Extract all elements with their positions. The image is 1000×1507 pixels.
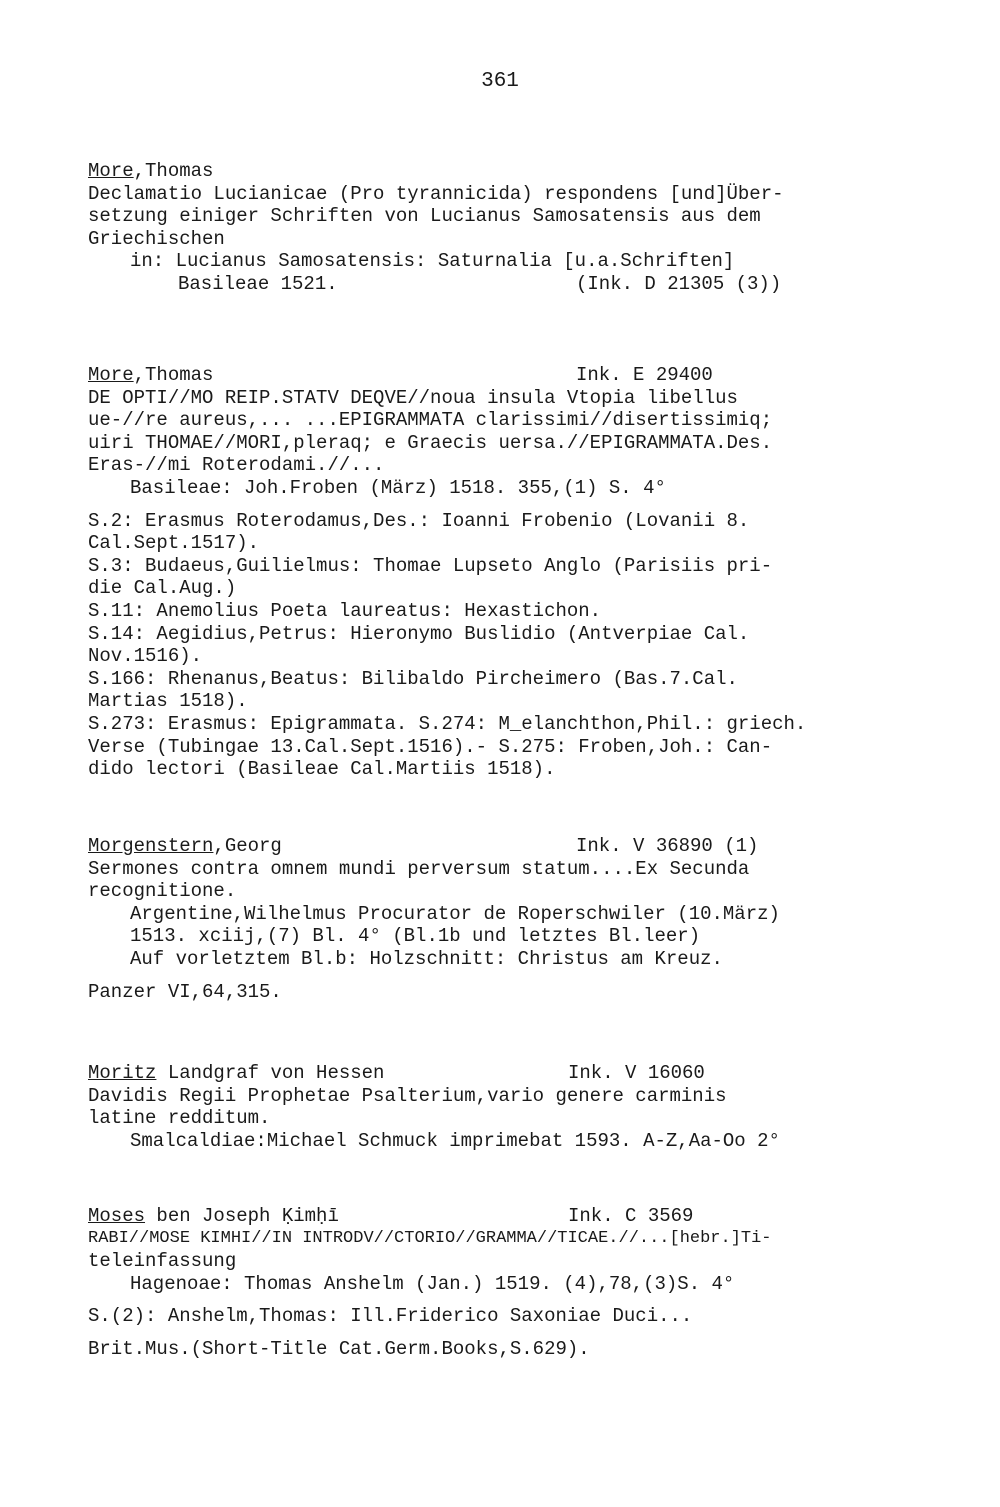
catalog-entry — [88, 1205, 858, 1361]
note-line: Cal.Sept.1517). — [88, 532, 260, 555]
author-forename: ,Georg — [213, 835, 282, 857]
note-line: S.(2): Anshelm,Thomas: Ill.Friderico Saxoniae Duci... — [88, 1305, 693, 1328]
imprint: Basileae: Joh.Froben (März) 1518. 355,(1) S. 4° — [130, 476, 666, 499]
entry-author — [88, 1062, 858, 1085]
title-line: Griechischen — [88, 227, 225, 250]
author-forename: ,Thomas — [133, 160, 214, 182]
author-forename: ben Joseph Ḳimḥī — [145, 1205, 339, 1227]
title-line: RABI//MOSE KIMHI//IN INTRODV//CTORIO//GRAMMA//TICAE.//...[hebr.]Ti- — [88, 1228, 772, 1248]
shelfmark: Ink. V 36890 (1) — [576, 835, 759, 857]
note-line: S.166: Rhenanus,Beatus: Bilibaldo Pircheimero (Bas.7.Cal. — [88, 667, 738, 690]
title-line: Davidis Regii Prophetae Psalterium,vario genere carminis — [88, 1084, 727, 1107]
note-line: dido lectori (Basileae Cal.Martiis 1518). — [88, 758, 556, 781]
shelfmark: (Ink. D 21305 (3)) — [576, 273, 782, 295]
title-line: DE OPTI//MO REIP.STATV DEQVE//noua insula Vtopia libellus — [88, 386, 738, 409]
author-surname: Moses — [88, 1205, 146, 1227]
imprint: Hagenoae: Thomas Anshelm (Jan.) 1519. (4),78,(3)S. 4° — [130, 1272, 735, 1295]
entry-author — [88, 160, 858, 183]
literature-reference: Panzer VI,64,315. — [88, 980, 282, 1003]
author-forename: ,Thomas — [133, 364, 214, 386]
imprint: Basileae 1521. — [178, 272, 338, 295]
title-line: Sermones contra omnem mundi perversum statum....Ex Secunda — [88, 857, 750, 880]
note-line: Martias 1518). — [88, 690, 248, 713]
entry-author — [88, 364, 858, 387]
title-line: Declamatio Lucianicae (Pro tyrannicida) respondens [und]Über- — [88, 182, 784, 205]
note-line: S.11: Anemolius Poeta laureatus: Hexastichon. — [88, 599, 602, 622]
title-line: recognitione. — [88, 880, 237, 903]
shelfmark: Ink. C 3569 — [568, 1205, 694, 1227]
catalog-entry — [88, 160, 858, 296]
title-line: Eras-//mi Roterodami.//... — [88, 454, 385, 477]
note-line: S.273: Erasmus: Epigrammata. S.274: M_elanchthon,Phil.: griech. — [88, 712, 807, 735]
imprint: Smalcaldiae:Michael Schmuck imprimebat 1593. A-Z,Aa-Oo 2° — [130, 1129, 780, 1152]
catalog-entry — [88, 1062, 858, 1152]
author-surname: Moritz — [88, 1062, 157, 1084]
note-line: die Cal.Aug.) — [88, 577, 237, 600]
imprint: Auf vorletztem Bl.b: Holzschnitt: Christus am Kreuz. — [130, 947, 723, 970]
imprint: 1513. xciij,(7) Bl. 4° (Bl.1b und letztes Bl.leer) — [130, 925, 701, 948]
shelfmark: Ink. V 16060 — [568, 1062, 705, 1084]
entry-author — [88, 1205, 858, 1228]
note-line: Verse (Tubingae 13.Cal.Sept.1516).- S.275: Froben,Joh.: Can- — [88, 735, 773, 758]
author-surname: More — [88, 364, 134, 386]
catalog-entry — [88, 364, 858, 781]
page-number: 361 — [481, 70, 519, 93]
author-forename: Landgraf von Hessen — [156, 1062, 385, 1084]
title-line: uiri THOMAE//MORI,pleraq; e Graecis uersa.//EPIGRAMMATA.Des. — [88, 431, 773, 454]
note-line: Nov.1516). — [88, 645, 203, 668]
imprint: Argentine,Wilhelmus Procurator de Roperschwiler (10.März) — [130, 902, 780, 925]
in-reference: in: Lucianus Samosatensis: Saturnalia [u.a.Schriften] — [130, 250, 735, 273]
shelfmark: Ink. E 29400 — [576, 364, 713, 386]
author-surname: More — [88, 160, 134, 182]
title-line: teleinfassung — [88, 1250, 237, 1273]
title-line: setzung einiger Schriften von Lucianus Samosatensis aus dem — [88, 205, 761, 228]
title-line: ue-//re aureus,... ...EPIGRAMMATA clarissimi//disertissimiq; — [88, 409, 773, 432]
catalog-entry — [88, 835, 858, 1003]
note-line: S.2: Erasmus Roterodamus,Des.: Ioanni Frobenio (Lovanii 8. — [88, 509, 750, 532]
title-line: latine redditum. — [88, 1107, 271, 1130]
note-line: S.14: Aegidius,Petrus: Hieronymo Buslidio (Antverpiae Cal. — [88, 622, 750, 645]
author-surname: Morgenstern — [88, 835, 214, 857]
note-line: S.3: Budaeus,Guilielmus: Thomae Lupseto Anglo (Parisiis pri- — [88, 554, 773, 577]
literature-reference: Brit.Mus.(Short-Title Cat.Germ.Books,S.629). — [88, 1337, 590, 1360]
